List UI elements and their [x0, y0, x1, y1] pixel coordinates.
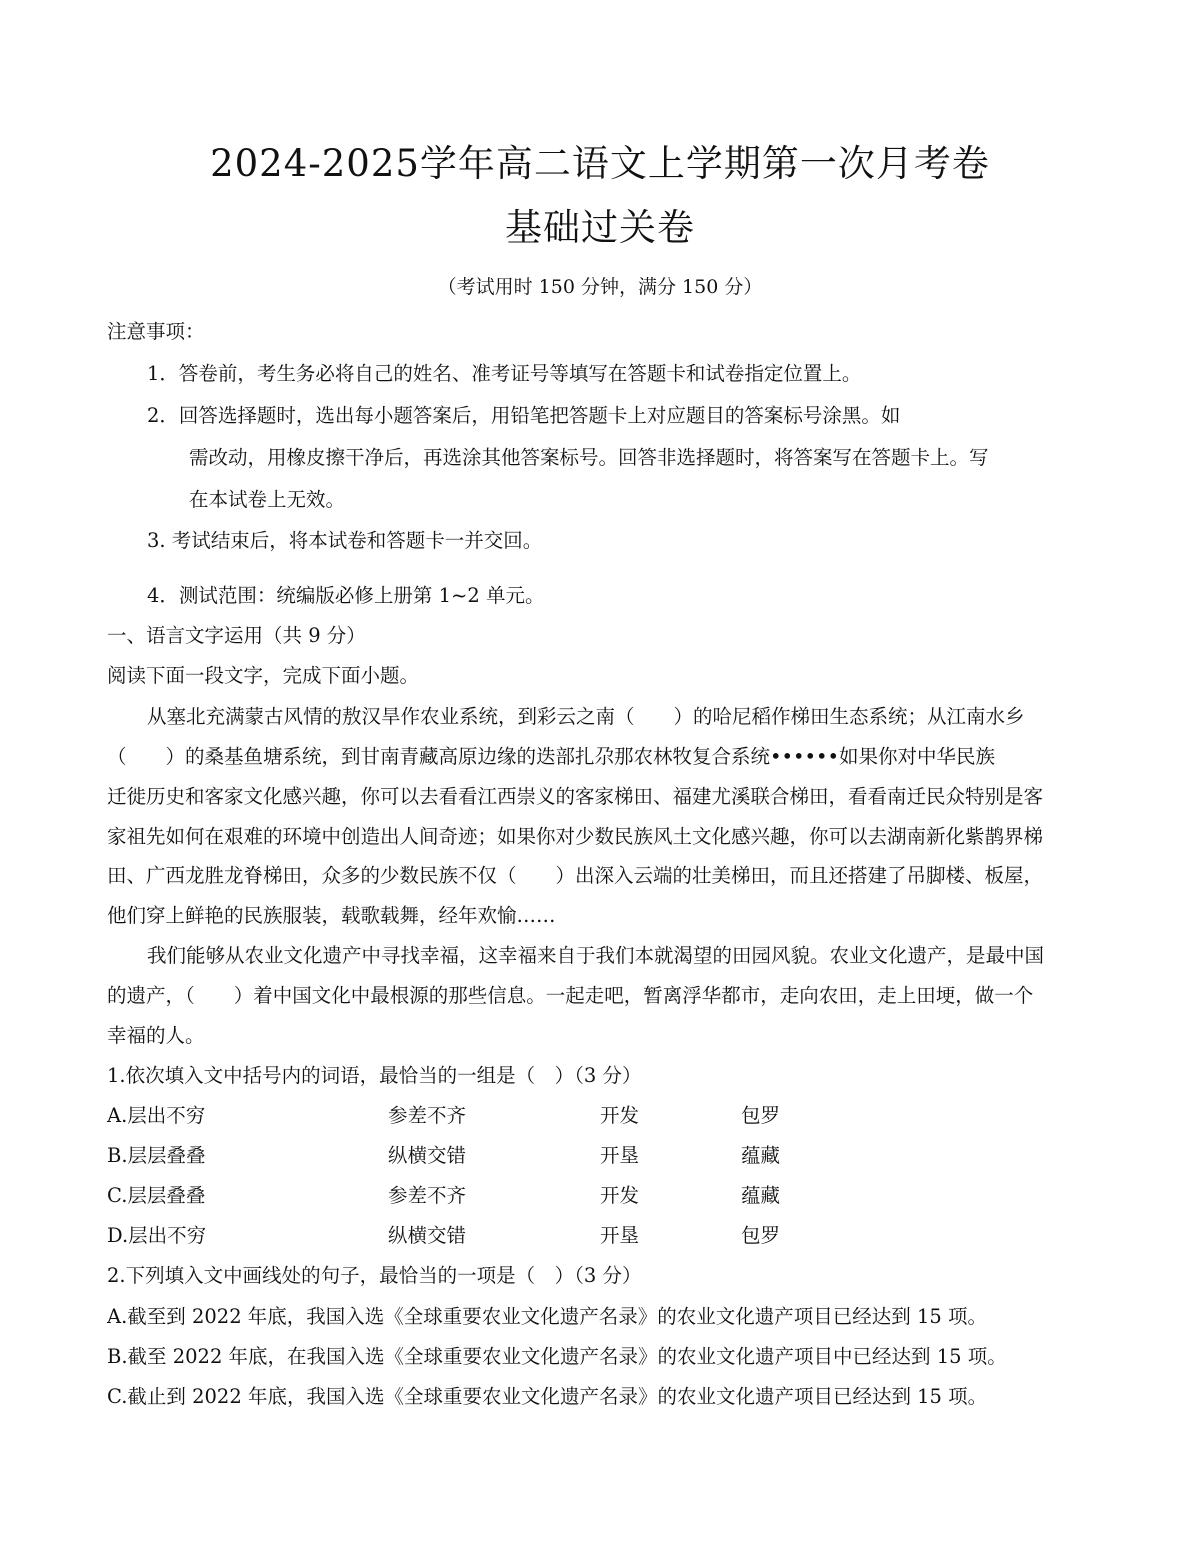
- option-word: 纵横交错: [388, 1144, 467, 1167]
- exam-title: 2024-2025学年高二语文上学期第一次月考卷: [210, 142, 990, 185]
- option-label: A.层出不穷: [107, 1104, 206, 1127]
- passage-line: 他们穿上鲜艳的民族服装，载歌载舞，经年欢愉……: [107, 904, 556, 927]
- option-label: D.层出不穷: [107, 1224, 207, 1247]
- option-word: 纵横交错: [388, 1224, 467, 1247]
- option-word: 开发: [600, 1104, 640, 1127]
- passage-line: 迁徙历史和客家文化感兴趣，你可以去看看江西崇义的客家梯田、福建尤溪联合梯田，看看南迁民众特别是客: [107, 785, 1044, 808]
- exam-time-info: （考试用时 150 分钟，满分 150 分）: [437, 276, 763, 298]
- option-word: 参差不齐: [388, 1104, 467, 1127]
- notice-item-1: 1．答卷前，考生务必将自己的姓名、准考证号等填写在答题卡和试卷指定位置上。: [147, 362, 862, 385]
- option-label: B.层层叠叠: [107, 1144, 206, 1167]
- question-2-option-c[interactable]: C.截止到 2022 年底，我国入选《全球重要农业文化遗产名录》的农业文化遗产项目已经达到 15 项。: [107, 1385, 988, 1408]
- option-word: 蕴藏: [741, 1184, 781, 1207]
- notice-item-2-line-3: 在本试卷上无效。: [189, 488, 346, 511]
- option-word: 包罗: [741, 1104, 781, 1127]
- option-word: 开垦: [600, 1224, 640, 1247]
- passage-line: 的遗产，（ ）着中国文化中最根源的那些信息。一起走吧，暂离浮华都市，走向农田，走上田埂，做一个: [107, 984, 1034, 1007]
- question-2-option-a[interactable]: A.截至到 2022 年底，我国入选《全球重要农业文化遗产名录》的农业文化遗产项目已经达到 15 项。: [107, 1305, 988, 1328]
- question-2-stem: 2.下列填入文中画线处的句子，最恰当的一项是（ ）（3 分）: [107, 1264, 642, 1287]
- option-word: 蕴藏: [741, 1144, 781, 1167]
- option-word: 开垦: [600, 1144, 640, 1167]
- option-word: 参差不齐: [388, 1184, 467, 1207]
- passage-line: 从塞北充满蒙古风情的敖汉旱作农业系统，到彩云之南（ ）的哈尼稻作梯田生态系统；从江南水乡: [147, 705, 1025, 728]
- passage-line: 幸福的人。: [107, 1024, 205, 1047]
- passage-line: 家祖先如何在艰难的环境中创造出人间奇迹；如果你对少数民族风土文化感兴趣，你可以去湖南新化紫鹊界梯: [107, 825, 1044, 848]
- option-word: 包罗: [741, 1224, 781, 1247]
- notice-item-2-line-1: 2．回答选择题时，选出每小题答案后，用铅笔把答题卡上对应题目的答案标号涂黑。如: [147, 404, 901, 427]
- passage-line: （ ）的桑基鱼塘系统，到甘南青藏高原边缘的迭部扎尕那农林牧复合系统••••••如果你对中华民族: [107, 745, 996, 768]
- notice-item-2-line-2: 需改动，用橡皮擦干净后，再选涂其他答案标号。回答非选择题时，将答案写在答题卡上。写: [189, 446, 989, 469]
- option-word: 开发: [600, 1184, 640, 1207]
- exam-subtitle: 基础过关卷: [505, 206, 695, 249]
- notice-item-3: 3. 考试结束后，将本试卷和答题卡一并交回。: [147, 529, 543, 552]
- notice-heading: 注意事项：: [107, 320, 205, 343]
- notice-item-4: 4．测试范围：统编版必修上册第 1~2 单元。: [147, 584, 545, 607]
- question-2-option-b[interactable]: B.截至 2022 年底，在我国入选《全球重要农业文化遗产名录》的农业文化遗产项目中已经达到 15 项。: [107, 1345, 1007, 1368]
- passage-line: 田、广西龙胜龙脊梯田，众多的少数民族不仅（ ）出深入云端的壮美梯田，而且还搭建了吊脚楼、板屋，: [107, 864, 1044, 887]
- option-label: C.层层叠叠: [107, 1184, 206, 1207]
- reading-instruction: 阅读下面一段文字，完成下面小题。: [107, 664, 420, 687]
- question-1-stem: 1.依次填入文中括号内的词语，最恰当的一组是（ ）（3 分）: [107, 1064, 642, 1087]
- passage-line: 我们能够从农业文化遗产中寻找幸福，这幸福来自于我们本就渴望的田园风貌。农业文化遗产，是最中国: [147, 944, 1045, 967]
- section-heading: 一、语言文字运用（共 9 分）: [107, 624, 366, 647]
